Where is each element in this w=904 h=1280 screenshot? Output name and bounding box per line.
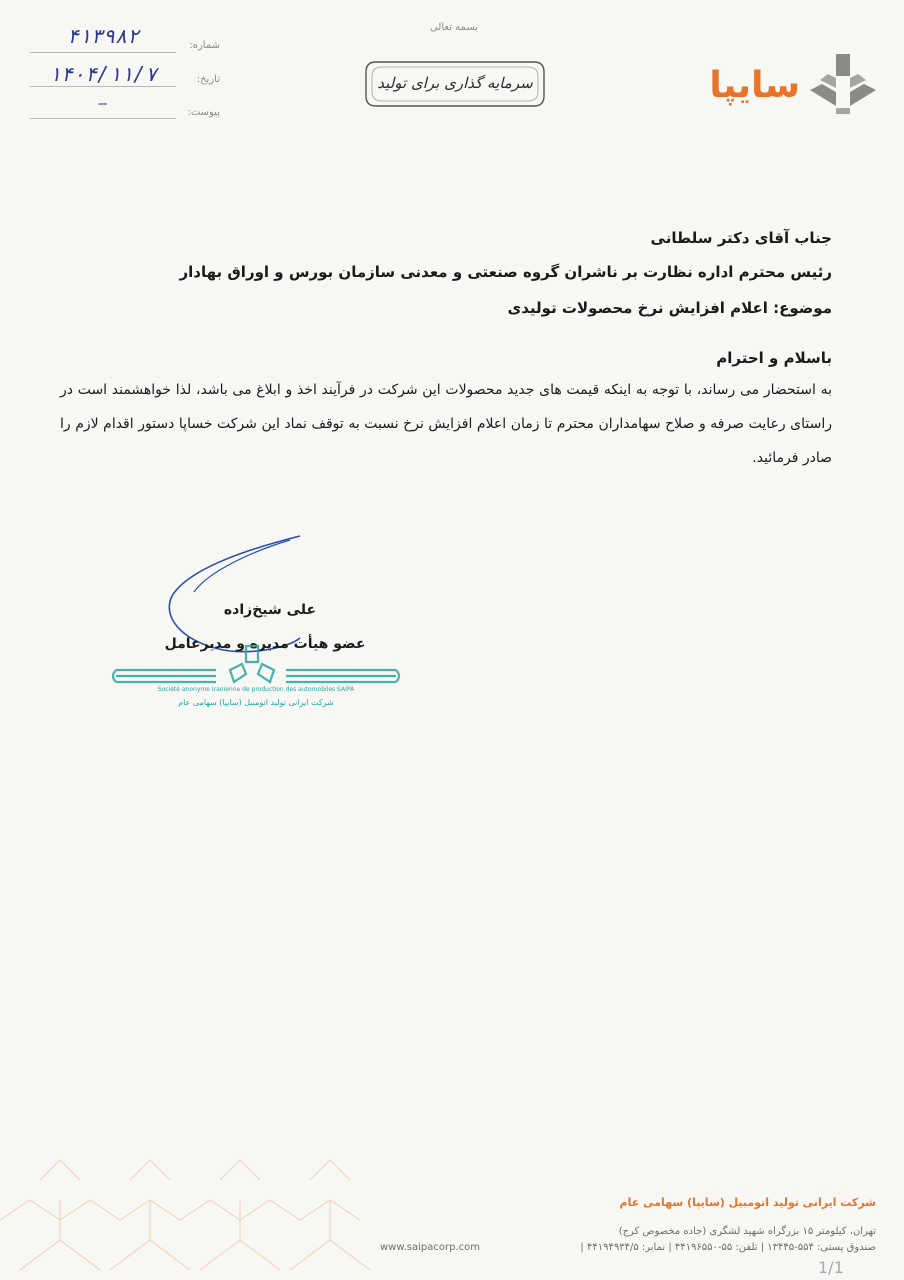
stamp-text-fa: شرکت ایرانی تولید اتومبیل (سایپا) سهامی عام (178, 698, 334, 707)
invocation-text: بسمه تعالی (429, 22, 479, 33)
slogan-text: سرمایه گذاری برای تولید (377, 74, 533, 92)
footer-address: تهران، کیلومتر ۱۵ بزرگراه شهید لشگری (جاده مخصوص کرج) (618, 1226, 876, 1237)
footer-website[interactable]: www.saipacorp.com (380, 1242, 480, 1253)
letter-subject: موضوع: اعلام افزایش نرخ محصولات تولیدی (507, 299, 832, 317)
slogan-frame (362, 58, 548, 110)
footer-contact: صندوق پستی: ۵۵۴-۱۳۴۴۵ | تلفن: ۵۵-۴۴۱۹۶۵۵۰ | نمابر: ۴۴۱۹۴۹۳۴/۵ | (580, 1242, 876, 1253)
greeting: باسلام و احترام (716, 349, 832, 367)
footer-pattern-icon (0, 1120, 400, 1280)
brand-name: سایپا (709, 65, 800, 106)
number-underline (30, 52, 176, 53)
number-label: شماره: (189, 40, 220, 51)
date-underline (30, 86, 176, 87)
addressee-name: جناب آقای دکتر سلطانی (650, 229, 832, 247)
addressee-title: رئیس محترم اداره نظارت بر ناشران گروه صنعتی و معدنی سازمان بورس و اوراق بهادار (179, 263, 832, 281)
attachment-underline (30, 118, 176, 119)
date-value: ۱۴۰۴/۱۱/۷ (48, 62, 158, 86)
letter-body: به استحضار می رساند، با توجه به اینکه قیمت های جدید محصولات این شرکت در فرآیند اخذ و ابلاغ می باشد، لذا خواهشمند است در راستای رعایت صرفه و صلاح سهامداران محترم تا زمان اعلام افزایش نرخ نسبت به توقف نماد این شرکت خساپا دستور اقدام لازم را صادر فرمائید. (60, 382, 832, 466)
footer-company-name: شرکت ایرانی تولید اتومبیل (سایپا) سهامی عام (619, 1196, 876, 1209)
saipa-logo-icon (806, 50, 880, 116)
signatory-name: علی شیخ‌زاده (223, 602, 317, 618)
company-stamp (106, 640, 406, 720)
page-number: 1/1 (818, 1258, 844, 1277)
signatory-title: عضو هیأت مدیره و مدیرعامل (164, 636, 366, 652)
stamp-icon (106, 640, 406, 720)
attachment-value: — (98, 96, 108, 112)
number-value: ۴۱۳۹۸۲ (66, 24, 140, 48)
date-label: تاریخ: (196, 74, 220, 85)
attachment-label: پیوست: (187, 107, 220, 118)
stamp-text-fr: Société anonyme Iranienne de production des automobiles SAIPA (157, 686, 355, 693)
